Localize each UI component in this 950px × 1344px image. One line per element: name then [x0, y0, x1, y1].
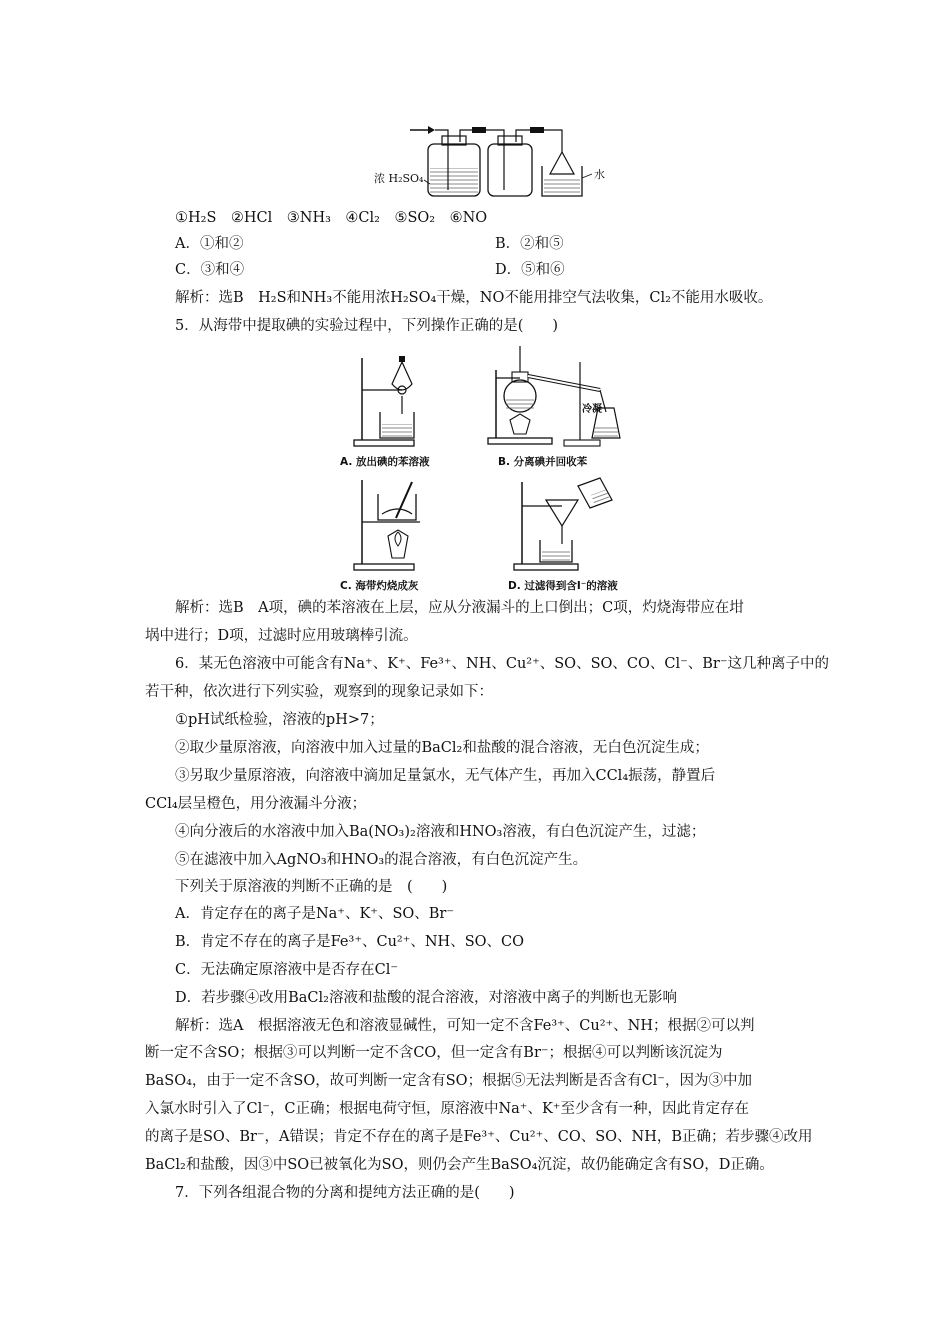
- q6-step2: ②取少量原溶液，向溶液中加入过量的BaCl₂和盐酸的混合溶液，无白色沉淀生成；: [175, 740, 709, 756]
- figure-c-caption: C. 海带灼烧成灰: [340, 580, 419, 592]
- q6-stem-line1: 6．某无色溶液中可能含有Na⁺、K⁺、Fe³⁺、NH、Cu²⁺、SO、SO、CO、Cl⁻、Br⁻这几种离子中的: [175, 656, 829, 672]
- q5-stem: 5．从海带中提取碘的实验过程中，下列操作正确的是( ): [175, 318, 559, 334]
- figure-a-separatory-funnel: [340, 350, 460, 470]
- q6-step3-line2: CCl₄层呈橙色，用分液漏斗分液；: [145, 796, 367, 812]
- q6-analysis-line6: BaCl₂和盐酸，因③中SO已被氧化为SO，则仍会产生BaSO₄沉淀，故仍能确定含有SO，D正确。: [145, 1157, 774, 1173]
- figure-d-caption: D. 过滤得到含I⁻的溶液: [508, 580, 618, 592]
- figure-b-caption: B. 分离碘并回收苯: [498, 456, 588, 468]
- q4-option-a: A．①和②: [175, 236, 244, 252]
- figure-d-filtration: [500, 474, 660, 594]
- q6-analysis-line5: 的离子是SO、Br⁻，A错误；肯定不存在的离子是Fe³⁺、Cu²⁺、CO、SO、NH，B正确；若步骤④改用: [145, 1129, 813, 1145]
- figure-c-ashing: [340, 474, 470, 594]
- q5-analysis-line1: 解析：选B A项，碘的苯溶液在上层，应从分液漏斗的上口倒出；C项，灼烧海带应在坩: [175, 600, 744, 616]
- q6-option-b: B．肯定不存在的离子是Fe³⁺、Cu²⁺、NH、SO、CO: [175, 934, 525, 950]
- q5-analysis-line2: 埚中进行；D项，过滤时应用玻璃棒引流。: [145, 628, 418, 644]
- water-label: 水: [594, 168, 605, 181]
- q4-option-c: C．③和④: [175, 262, 245, 278]
- q6-analysis-line3: BaSO₄，由于一定不含SO，故可判断一定含有SO；根据⑤无法判断是否含有Cl⁻，因为③中加: [145, 1073, 752, 1089]
- q4-option-b: B．②和⑤: [495, 236, 564, 252]
- q4-option-d: D．⑤和⑥: [495, 262, 565, 278]
- q6-stem-line2: 若干种，依次进行下列实验，观察到的现象记录如下：: [145, 684, 493, 700]
- q6-option-c: C．无法确定原溶液中是否存在Cl⁻: [175, 962, 398, 978]
- h2so4-label: 浓 H₂SO₄: [374, 172, 424, 185]
- q6-option-a: A．肯定存在的离子是Na⁺、K⁺、SO、Br⁻: [175, 906, 455, 922]
- q6-step1: ①pH试纸检验，溶液的pH>7；: [175, 712, 384, 728]
- gas-collection-apparatus-figure: [374, 122, 610, 200]
- q6-analysis-line1: 解析：选A 根据溶液无色和溶液显碱性，可知一定不含Fe³⁺、Cu²⁺、NH；根据②可以判: [175, 1018, 755, 1034]
- figure-a-caption: A. 放出碘的苯溶液: [340, 456, 430, 468]
- q6-analysis-line4: 入氯水时引入了Cl⁻，C正确；根据电荷守恒，原溶液中Na⁺、K⁺至少含有一种，因此肯定存在: [145, 1101, 749, 1117]
- q6-step4: ④向分液后的水溶液中加入Ba(NO₃)₂溶液和HNO₃溶液，有白色沉淀产生，过滤；: [175, 824, 706, 840]
- q6-analysis-line2: 断一定不含SO；根据③可以判断一定不含CO，但一定含有Br⁻；根据④可以判断该沉淀为: [145, 1045, 723, 1061]
- q4-options-line: ①H₂S ②HCl ③NH₃ ④Cl₂ ⑤SO₂ ⑥NO: [175, 210, 488, 226]
- q4-analysis: 解析：选B H₂S和NH₃不能用浓H₂SO₄干燥，NO不能用排空气法收集，Cl₂不能用水吸收。: [175, 290, 773, 306]
- q6-question: 下列关于原溶液的判断不正确的是 ( ): [175, 879, 448, 895]
- figure-b-distillation: [480, 342, 640, 470]
- figure-b-cool-label: 冷凝: [582, 404, 602, 415]
- q6-step5: ⑤在滤液中加入AgNO₃和HNO₃的混合溶液，有白色沉淀产生。: [175, 852, 588, 868]
- q7-stem: 7．下列各组混合物的分离和提纯方法正确的是( ): [175, 1185, 515, 1201]
- q6-option-d: D．若步骤④改用BaCl₂溶液和盐酸的混合溶液，对溶液中离子的判断也无影响: [175, 990, 677, 1006]
- q6-step3-line1: ③另取少量原溶液，向溶液中滴加足量氯水，无气体产生，再加入CCl₄振荡，静置后: [175, 768, 716, 784]
